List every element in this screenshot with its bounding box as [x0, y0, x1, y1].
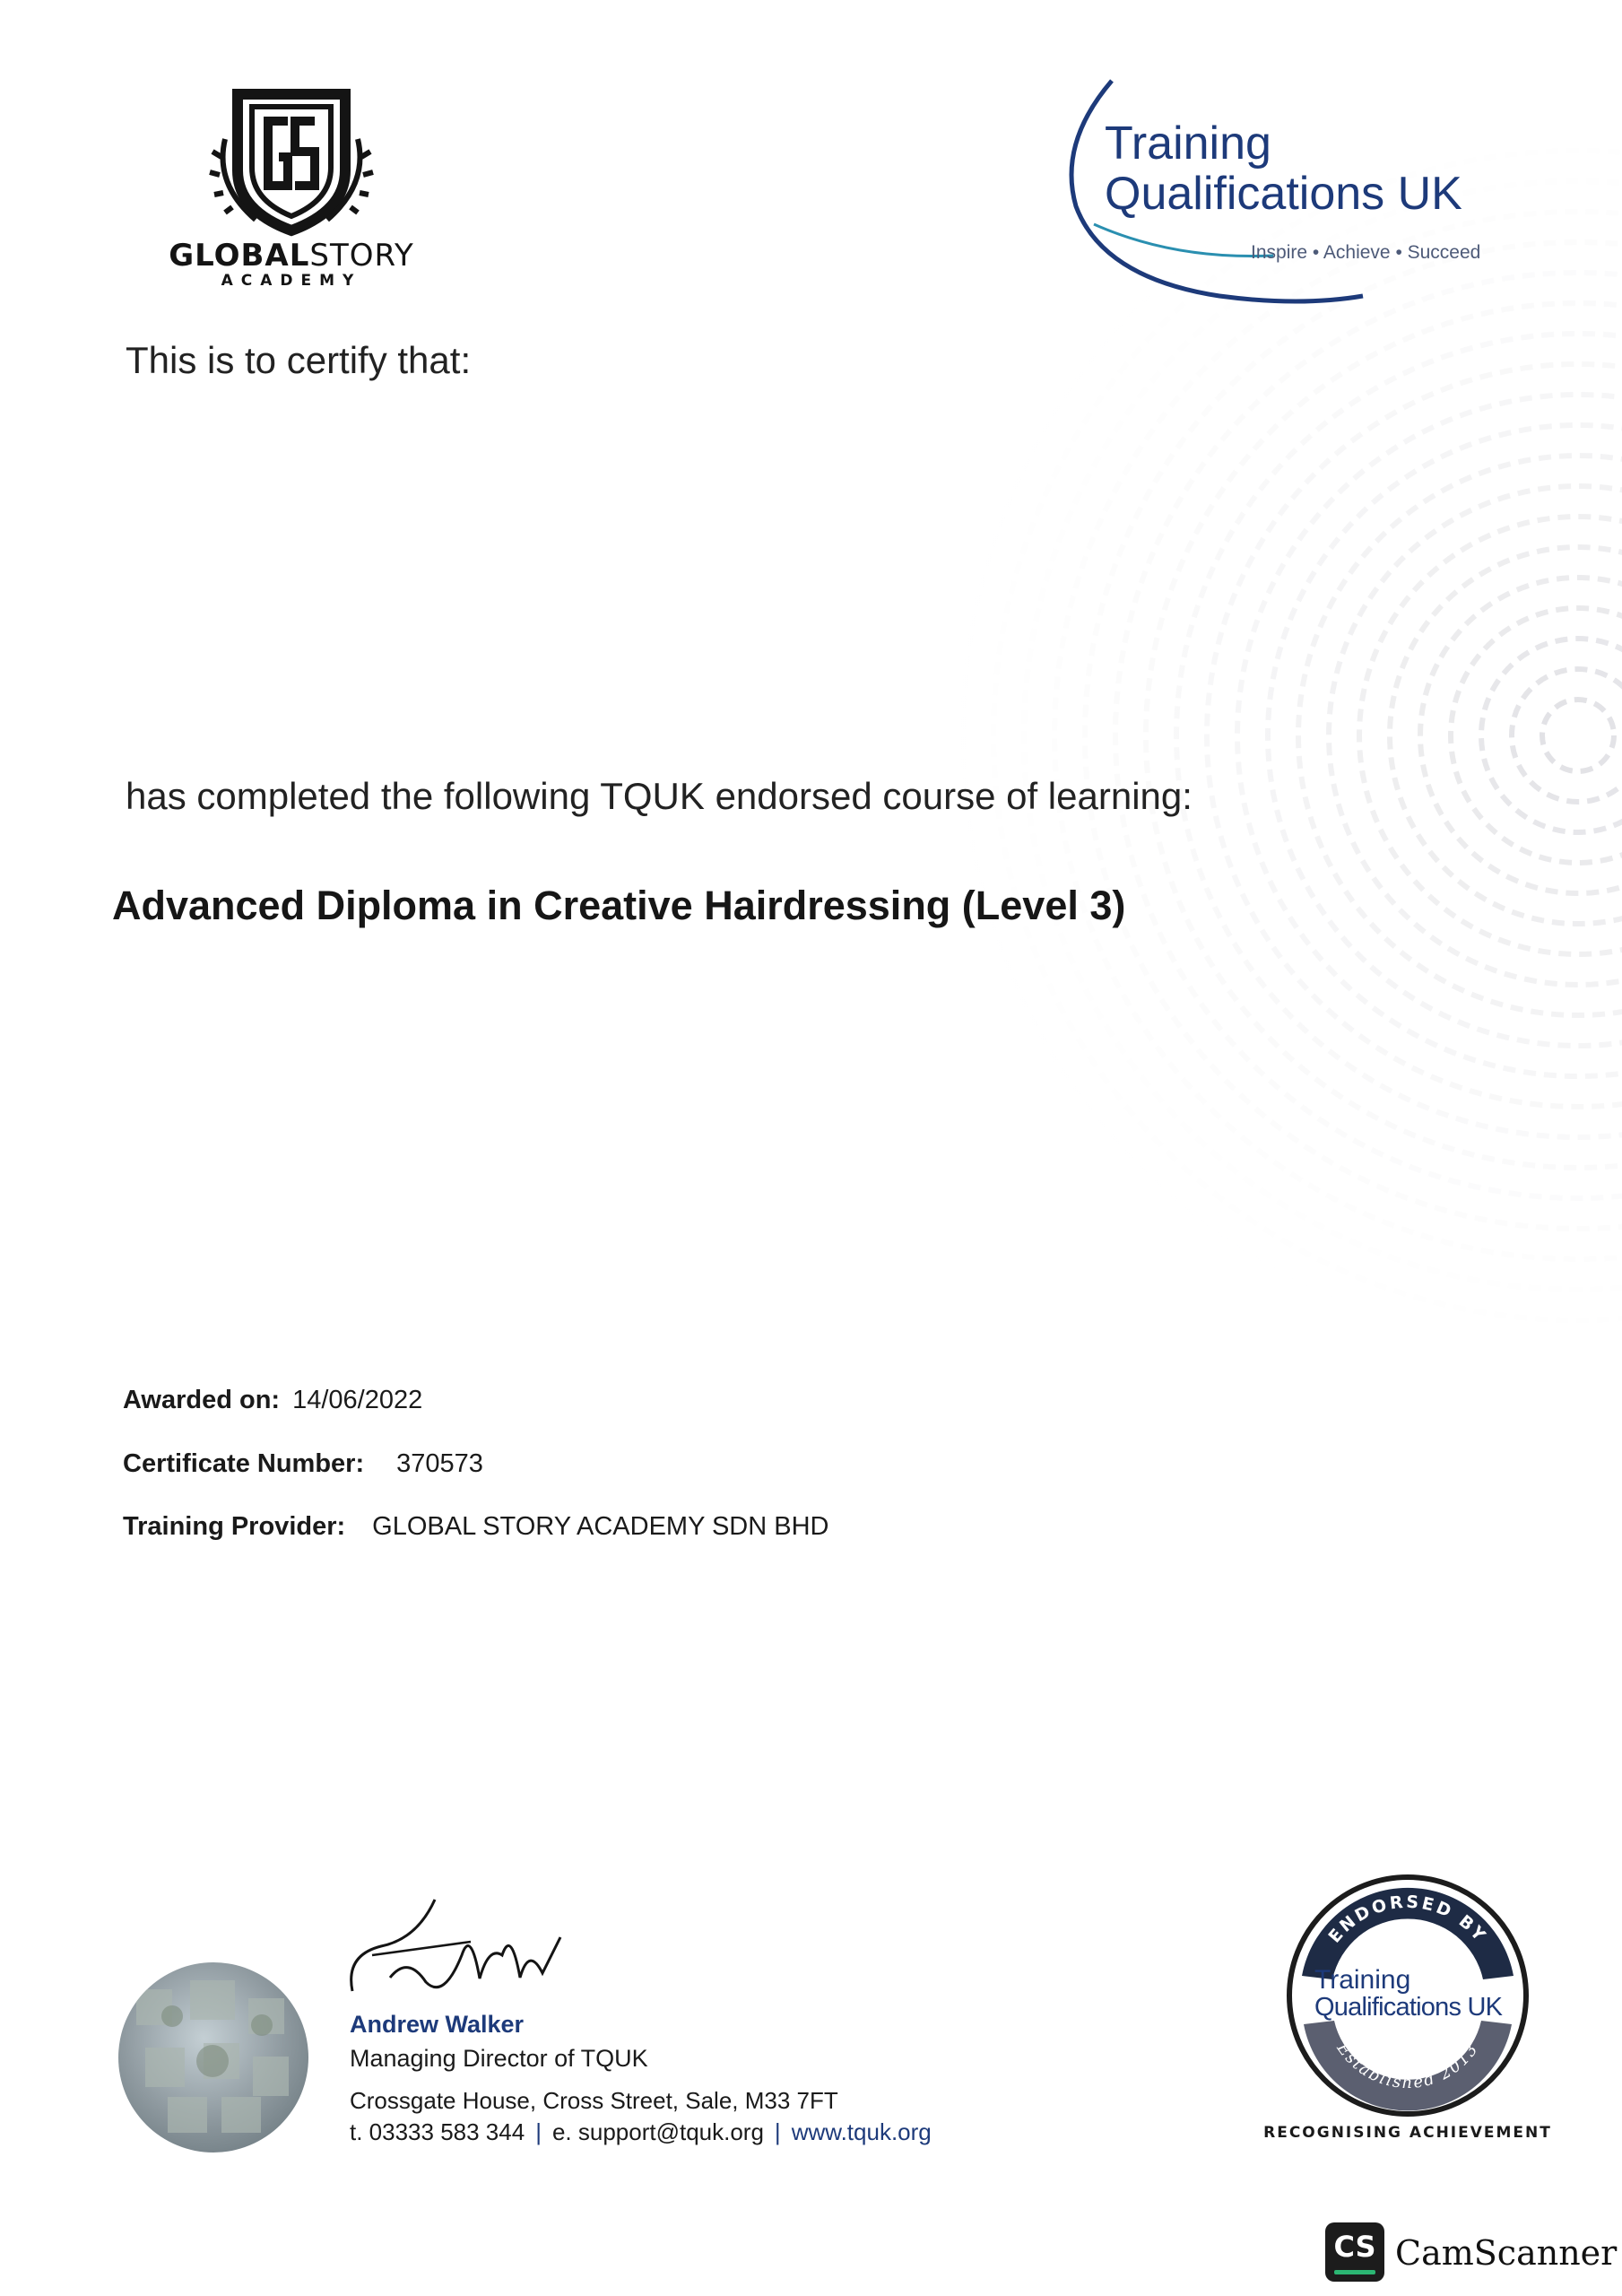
contact-line [350, 2118, 932, 2146]
certificate-number-label: Certificate Number: [123, 1449, 365, 1478]
tquk-logo-line1: Training [1105, 117, 1271, 170]
badge-line1: Training [1314, 1965, 1411, 1995]
tquk-tagline: Inspire • Achieve • Succeed [1251, 242, 1481, 263]
training-provider-value: GLOBAL STORY ACADEMY SDN BHD [372, 1512, 829, 1541]
separator: | [774, 2118, 781, 2145]
certificate-number-row [123, 1449, 483, 1479]
training-provider-label: Training Provider: [123, 1512, 346, 1541]
training-provider-row [123, 1512, 828, 1542]
global-story-academy-logo [157, 85, 426, 300]
postal-address: Crossgate House, Cross Street, Sale, M33 7FT [350, 2087, 838, 2114]
camscanner-label: CamScanner [1395, 2233, 1618, 2273]
awarded-on-value: 14/06/2022 [292, 1386, 423, 1414]
handwritten-signature [336, 1892, 569, 2009]
certify-statement: This is to certify that: [126, 339, 472, 381]
email-address: e. support@tquk.org [551, 2118, 764, 2145]
hologram-seal [118, 1962, 308, 2152]
endorsed-by-badge [1282, 1870, 1533, 2121]
signer-name: Andrew Walker [350, 2011, 525, 2038]
separator: | [535, 2118, 542, 2145]
website-link[interactable]: www.tquk.org [791, 2118, 932, 2145]
course-title: Advanced Diploma in Creative Hairdressing (Level 3) [112, 883, 1126, 928]
signer-role: Managing Director of TQUK [350, 2045, 648, 2072]
camscanner-icon: CS [1325, 2222, 1384, 2282]
shield-crest-icon [202, 85, 381, 238]
provider-wordmark-sub: ACADEMY [221, 272, 362, 290]
tquk-logo [1040, 72, 1542, 332]
awarded-on-label: Awarded on: [123, 1386, 281, 1414]
completion-statement: has completed the following TQUK endorsed course of learning: [126, 775, 1193, 817]
badge-bottom-arc: Established 2013 [1332, 2039, 1483, 2092]
phone-number: t. 03333 583 344 [350, 2118, 525, 2145]
tquk-logo-line2: Qualifications UK [1105, 168, 1462, 220]
certificate-number-value: 370573 [396, 1449, 483, 1478]
badge-caption: RECOGNISING ACHIEVEMENT [1263, 2124, 1552, 2142]
badge-line2: Qualifications UK [1314, 1993, 1503, 2022]
provider-wordmark: GLOBALSTORY [169, 238, 414, 274]
badge-top-arc: ENDORSED BY [1324, 1892, 1491, 1947]
awarded-on-row [123, 1386, 422, 1415]
